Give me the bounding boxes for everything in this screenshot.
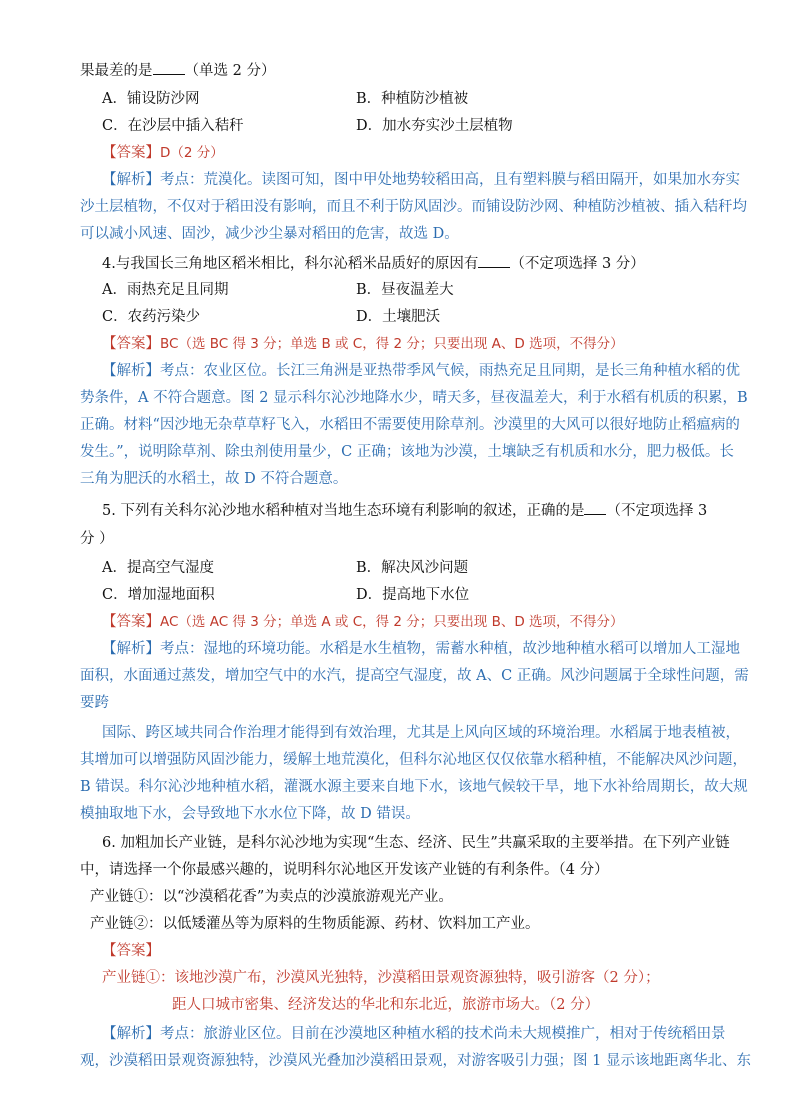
q5-explanation-line: 【解析】考点：湿地的环境功能。水稻是水生植物，需蓄水种植，故沙地种植水稻可以增加人工湿地 [102, 641, 740, 657]
q5-stem-cont: 分 ） [80, 531, 114, 547]
q5-option-d: D．提高地下水位 [356, 587, 470, 603]
q6-answer-line: 距人口城市密集、经济发达的华北和东北近，旅游市场大。（2 分） [172, 997, 600, 1013]
q3-option-c: C．在沙层中插入秸秆 [102, 118, 244, 134]
q5-explanation-line: 面积，水面通过蒸发，增加空气中的水汽，提高空气湿度，故 A、C 正确。风沙问题属于全球性问题，需 [80, 668, 749, 684]
q4-option-b: B．昼夜温差大 [356, 282, 454, 298]
q4-stem: 4.与我国长三角地区稻米相比，科尔沁稻米品质好的原因有 （不定项选择 3 分） [102, 253, 645, 274]
q6-chain-2: 产业链②：以低矮灌丛等为原料的生物质能源、药材、饮料加工产业。 [90, 916, 540, 932]
q3-option-a: A．铺设防沙网 [102, 91, 200, 107]
answer-blank [478, 253, 510, 268]
q5-explanation-line: 要跨 [80, 695, 109, 711]
q3-option-d: D．加水夯实沙土层植物 [356, 118, 513, 134]
q6-answer-label: 【答案】 [102, 943, 160, 959]
q4-explanation-line: 【解析】考点：农业区位。长江三角洲是亚热带季风气候，雨热充足且同期，是长三角种植水稻的优 [102, 363, 740, 379]
q5-explanation-line: 国际、跨区域共同合作治理才能得到有效治理，尤其是上风向区域的环境治理。水稻属于地表植被， [102, 725, 740, 741]
q4-explanation-line: 三角为肥沃的水稻土，故 D 不符合题意。 [80, 471, 348, 487]
q3-option-b: B．种植防沙植被 [356, 91, 469, 107]
q6-explanation-line: 观，沙漠稻田景观资源独特，沙漠风光叠加沙漠稻田景观，对游客吸引力强；图 1 显示该地距离华北、东 [80, 1053, 751, 1069]
q4-option-a: A．雨热充足且同期 [102, 282, 229, 298]
q6-stem: 6. 加粗加长产业链，是科尔沁沙地为实现“生态、经济、民生”共赢采取的主要举措。在下列产业链 [102, 835, 730, 851]
q6-explanation-line: 【解析】考点：旅游业区位。目前在沙漠地区种植水稻的技术尚未大规模推广，相对于传统稻田景 [102, 1026, 726, 1042]
q5-explanation-line: 其增加可以增强防风固沙能力，缓解土地荒漠化，但科尔沁地区仅仅依靠水稻种植，不能解决风沙问题， [80, 752, 747, 768]
q4-option-d: D．土壤肥沃 [356, 309, 441, 325]
q6-answer-line: 产业链①：该地沙漠广布，沙漠风光独特，沙漠稻田景观资源独特，吸引游客（2 分）； [102, 970, 660, 986]
q5-answer: 【答案】AC（选 AC 得 3 分；单选 A 或 C，得 2 分；只要出现 B、D 选项，不得分） [102, 614, 624, 630]
q5-stem: 5. 下列有关科尔沁沙地水稻种植对当地生态环境有利影响的叙述，正确的是 （不定项选择 3 [102, 500, 707, 521]
q4-explanation-line: 正确。材料“因沙地无杂草草籽飞入，水稻田不需要使用除草剂。沙漠里的大风可以很好地防止稻瘟病的 [80, 417, 740, 433]
q3-answer: 【答案】D（2 分） [102, 145, 224, 161]
q4-answer: 【答案】BC（选 BC 得 3 分；单选 B 或 C，得 2 分；只要出现 A、D 选项，不得分） [102, 336, 624, 352]
q5-explanation-line: 模抽取地下水，会导致地下水水位下降，故 D 错误。 [80, 806, 420, 822]
q5-option-a: A．提高空气湿度 [102, 560, 214, 576]
q5-option-c: C．增加湿地面积 [102, 587, 215, 603]
q5-explanation-line: B 错误。科尔沁沙地种植水稻，灌溉水源主要来自地下水，该地气候较干旱，地下水补给周期长，故大规 [80, 779, 748, 795]
answer-blank [584, 500, 606, 515]
q4-explanation-line: 发生。”，说明除草剂、除虫剂使用量少，C 正确；该地为沙漠，土壤缺乏有机质和水分，肥力极低。长 [80, 444, 734, 460]
answer-blank [153, 60, 185, 75]
q3-explanation-line: 【解析】考点：荒漠化。读图可知，图中甲处地势较稻田高，且有塑料膜与稻田隔开，如果加水夯实 [102, 172, 740, 188]
q3-stem: 果最差的是 （单选 2 分） [80, 60, 275, 81]
q6-chain-1: 产业链①：以“沙漠稻花香”为卖点的沙漠旅游观光产业。 [90, 889, 453, 905]
q4-option-c: C．农药污染少 [102, 309, 201, 325]
q6-stem-cont: 中，请选择一个你最感兴趣的，说明科尔沁地区开发该产业链的有利条件。（4 分） [80, 862, 609, 878]
q5-option-b: B．解决风沙问题 [356, 560, 469, 576]
q3-explanation-line: 可以减小风速、固沙，减少沙尘暴对稻田的危害，故选 D。 [80, 226, 459, 242]
q4-explanation-line: 势条件，A 不符合题意。图 2 显示科尔沁沙地降水少，晴天多，昼夜温差大，利于水稻有机质的积累，B [80, 390, 748, 406]
q3-explanation-line: 沙土层植物，不仅对于稻田没有影响，而且不利于防风固沙。而铺设防沙网、种植防沙植被、插入秸秆均 [80, 199, 747, 215]
